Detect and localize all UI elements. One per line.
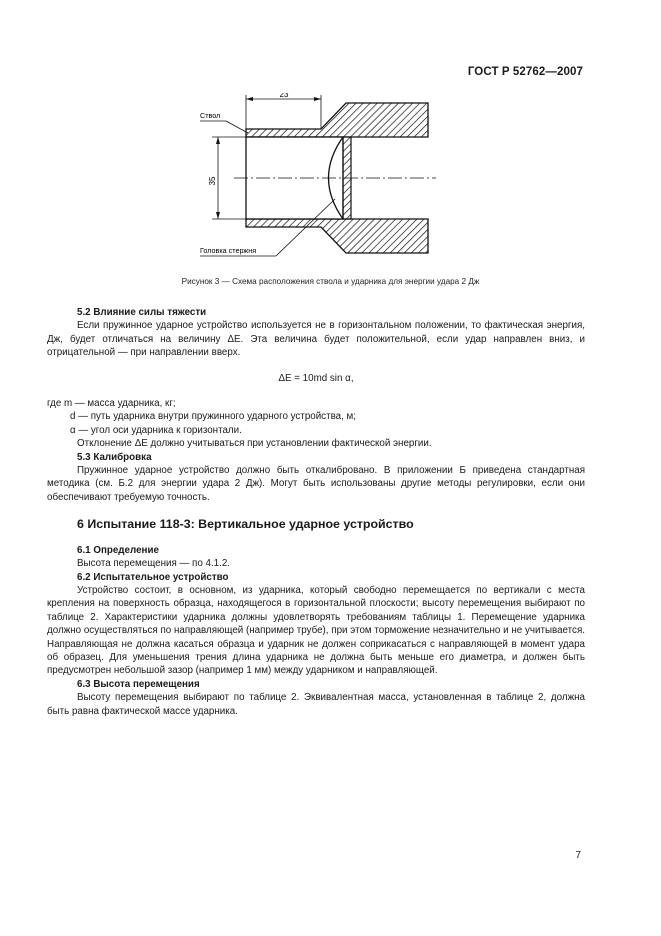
dimension-length-label: 23 (279, 93, 289, 99)
section-5-2-heading: 5.2 Влияние силы тяжести (77, 307, 207, 318)
section-6-3-heading: 6.3 Высота перемещения (77, 678, 200, 690)
section-5-2-paragraph: Если пружинное ударное устройство используется не в горизонтальном положении, то фактическая энергия, Дж, будет отличаться на величину ΔE. Эта величина будет положительной, если удар направлен вниз, и отрицательной — при направлении вверх. (47, 320, 585, 359)
where-d: d — путь ударника внутри пружинного ударного устройства, м; (70, 411, 357, 423)
delta-e-formula: ΔE = 10md sin α, (278, 372, 354, 384)
section-6-2-paragraph: Устройство состоит, в основном, из ударника, который свободно перемещается по вертикали с места крепления на поверхность образца, находящегося в горизонтальной плоскости; высоту перемещения выбирают по таблице 2. Характеристики ударника должны удовлетворять требованиям таблицы 1. Перемещение ударника должно осуществляться по направляющей (например трубе), при этом торможение незначительно и не учитывается. Направляющая не должна касаться образца и ударник не должен соприкасаться с направляющей в момент удара об образец. Для уменьшения трения длина ударника не должна быть меньше его диаметра, и должен быть предусмотрен небольшой зазор (например 1 мм) между ударником и направляющей. (47, 584, 585, 677)
section-5-3-paragraph: Пружинное ударное устройство должно быть откалибровано. В приложении Б приведена стандартная методика (см. Б.2 для энергии удара 2 Дж). Могут быть использованы другие методы регулировки, если они обеспечивают требуемую точность. (47, 465, 585, 503)
where-m: где m — масса ударника, кг; (47, 398, 176, 410)
section-6-2-heading: 6.2 Испытательное устройство (77, 571, 229, 583)
barrel-bottom-wall (246, 219, 428, 253)
section-6-1-paragraph: Высота перемещения — по 4.1.2. (77, 558, 231, 570)
barrel-top-wall (246, 103, 428, 137)
section-6-1-heading: 6.1 Определение (77, 544, 159, 556)
deviation-note: Отклонение ΔE должно учитываться при установлении фактической энергии. (77, 438, 432, 450)
barrel-striker-diagram (196, 93, 446, 263)
where-alpha: α — угол оси ударника к горизонтали. (70, 424, 242, 436)
standard-header: ГОСТ Р 52762—2007 (467, 66, 583, 78)
barrel-label: Ствол (200, 111, 221, 120)
striker-head-label: Головка стержня (200, 246, 257, 255)
section-5-3-heading: 5.3 Калибровка (77, 451, 152, 463)
page-number: 7 (575, 850, 581, 861)
dimension-diameter-label: 35 (208, 176, 217, 186)
figure-caption: Рисунок 3 — Схема расположения ствола и ударника для энергии удара 2 Дж (181, 277, 480, 286)
section-6-heading: 6 Испытание 118-3: Вертикальное ударное устройство (77, 517, 414, 532)
body-text (47, 306, 585, 718)
section-6-3-paragraph: Высоту перемещения выбирают по таблице 2. Эквивалентная масса, установленная в таблице 2, должна быть равна фактической массе ударника. (47, 692, 585, 717)
